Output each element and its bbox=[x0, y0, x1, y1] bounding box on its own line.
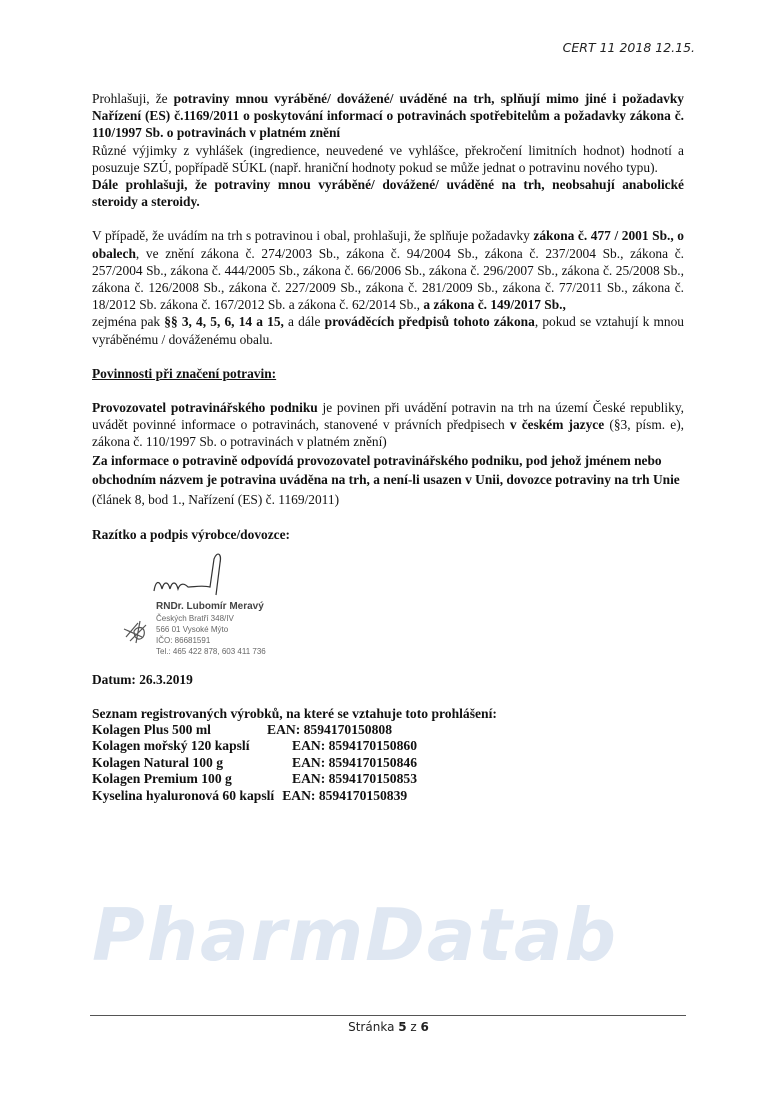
product-ean: EAN: 8594170150846 bbox=[292, 754, 417, 770]
stamp-ico: IČO: 86681591 bbox=[156, 636, 211, 646]
total-pages: 6 bbox=[420, 1020, 429, 1034]
product-row bbox=[92, 755, 684, 771]
stamp-phone: Tel.: 465 422 878, 603 411 736 bbox=[156, 647, 266, 657]
responsibility-paragraph bbox=[92, 451, 684, 510]
product-name: Kolagen mořský 120 kapslí bbox=[92, 738, 250, 754]
stamp-address-line: 566 01 Vysoké Mýto bbox=[156, 625, 229, 635]
product-list bbox=[92, 706, 684, 804]
product-row bbox=[92, 722, 684, 738]
current-page: 5 bbox=[398, 1020, 407, 1034]
bold-text: v českém jazyce bbox=[509, 417, 605, 433]
declaration-paragraph bbox=[92, 90, 684, 142]
stamp-logo bbox=[124, 621, 146, 643]
text: (§3, písm. e), zákona č. 110/1997 Sb. o potravinách v platném znění) bbox=[92, 417, 685, 450]
bold-text: zákona č. 477 / 2001 Sb., o obalech bbox=[92, 228, 684, 261]
bold-text: potraviny mnou vyráběné/ dovážené/ uváděné na trh, splňují mimo jiné i požadavky Nařízení (ES) č.1169/2011 o poskytování informací o potravinách spotřebitelům a požadavky zákona č. 110/1997 Sb. o potravinách v platném znění bbox=[92, 91, 684, 141]
text: , pokud se vztahují k mnou vyráběnému / dováženému obalu. bbox=[92, 314, 684, 347]
packaging-paragraph bbox=[92, 227, 684, 313]
watermark: PharmDatab bbox=[92, 893, 619, 977]
exceptions-paragraph: Různé výjimky z vyhlášek (ingredience, neuvedené ve vyhlášce, překročení limitních hodnot) hodnotí a posuzuje SZÚ, popřípadě SÚKL (např. hraniční hodnoty pokud se může jednat o potravinu nového typu). bbox=[92, 142, 684, 175]
product-name: Kolagen Plus 500 ml bbox=[92, 721, 211, 737]
product-name: Kolagen Premium 100 g bbox=[92, 771, 232, 787]
packaging-sections-paragraph bbox=[92, 313, 684, 347]
product-ean: EAN: 8594170150860 bbox=[292, 738, 417, 754]
text: Prohlašuji, že bbox=[92, 91, 174, 106]
product-row bbox=[92, 771, 684, 787]
page-label: Stránka bbox=[348, 1020, 399, 1034]
section-heading: Povinnosti při značení potravin: bbox=[92, 365, 277, 381]
bold-text: Za informace o potravině odpovídá provozovatel potravinářského podniku, pod jehož jménem nebo obchodním názvem je potravina uváděna na trh, a není-li usazen v Unii, dovozce potraviny na trh Unie bbox=[92, 452, 680, 488]
document-body bbox=[92, 90, 684, 804]
bold-text: a zákona č. 149/2017 Sb., bbox=[423, 297, 566, 313]
product-name: Kyselina hyaluronová 60 kapslí bbox=[92, 787, 275, 803]
text: a dále bbox=[283, 314, 325, 330]
bold-text: prováděcích předpisů tohoto zákona bbox=[324, 314, 535, 330]
text: , ve znění zákona č. 274/2003 Sb., zákona č. 94/2004 Sb., zákona č. 237/2004 Sb., zákona č. 257/2004 Sb., zákona č. 444/2005 Sb., zákona č. 66/2006 Sb., zákona č. 296/2007 Sb., zákona č. 25/2008 Sb., zákona č. 126/2008 Sb., zákona č. 227/2009 Sb., zákona č. 281/2009 Sb., zákona č. 77/2011 Sb., zákona č. 18/2012 Sb. zákona č. 167/2012 Sb. a zákona č. 62/2014 Sb., bbox=[92, 245, 684, 313]
footer-divider bbox=[90, 1015, 686, 1016]
document-code: CERT 11 2018 12.15. bbox=[562, 40, 695, 55]
text: V případě, že uvádím na trh s potravinou i obal, prohlašuji, že splňuje požadavky bbox=[92, 228, 534, 244]
product-ean: EAN: 8594170150839 bbox=[282, 787, 408, 803]
signature-stroke bbox=[154, 554, 220, 595]
operator-paragraph bbox=[92, 399, 684, 451]
signature-stamp-graphic bbox=[122, 551, 382, 667]
bold-text: Provozovatel potravinářského podniku bbox=[92, 400, 318, 416]
product-list-title: Seznam registrovaných výrobků, na které se vztahuje toto prohlášení: bbox=[92, 705, 497, 721]
stamp-name: RNDr. Lubomír Meravý bbox=[156, 601, 264, 613]
product-row bbox=[92, 788, 684, 804]
page-separator: z bbox=[406, 1020, 421, 1034]
signature-stamp bbox=[92, 547, 684, 667]
product-name: Kolagen Natural 100 g bbox=[92, 754, 224, 770]
product-row bbox=[92, 738, 684, 754]
bold-text: §§ 3, 4, 5, 6, 14 a 15, bbox=[164, 314, 284, 330]
text: (článek 8, bod 1., Nařízení (ES) č. 1169/2011) bbox=[92, 491, 340, 507]
text: zejména pak bbox=[92, 314, 165, 330]
product-ean: EAN: 8594170150853 bbox=[292, 771, 417, 787]
signature-label: Razítko a podpis výrobce/dovozce: bbox=[92, 527, 291, 543]
page-number bbox=[0, 1020, 777, 1034]
steroids-paragraph: Dále prohlašuji, že potraviny mnou vyráběné/ dovážené/ uváděné na trh, neobsahují anabolické steroidy a steroidy. bbox=[92, 177, 684, 210]
date: Datum: 26.3.2019 bbox=[92, 672, 193, 688]
text: je povinen při uvádění potravin na trh na území České republiky, uvádět povinné informace o potravinách, stanovené v právních předpisech bbox=[92, 400, 684, 433]
stamp-address-line: Českých Bratří 348/IV bbox=[156, 614, 234, 624]
product-ean: EAN: 8594170150808 bbox=[267, 721, 392, 737]
